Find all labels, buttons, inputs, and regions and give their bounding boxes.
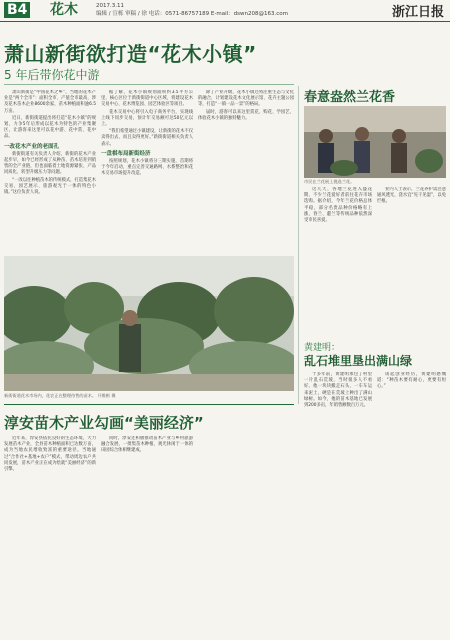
story2-photo — [304, 106, 446, 178]
section-subheading: 一改花木产业的老面孔 — [4, 143, 60, 150]
section-subheading: 一盘棋布局新街经济 — [101, 150, 151, 157]
story4-column-1 — [4, 436, 96, 634]
paragraph: 业内人士表示，兰花养护需注意通风透光，浇水宜“见干见湿”，以免烂根。 — [377, 187, 446, 205]
paragraph: 届时，游客可以来这里赏花、购花、学园艺，体验花木小镇的独特魅力。 — [198, 109, 294, 121]
paragraph: 按照规划，花木小镇将分三期实施，首期将于今年启动，重点完善交通路网、水系整治和花木交易市场提升改造。 — [101, 159, 193, 177]
paragraph: 近日，新街街道提出将打造“花木小镇”的规划，力争5年后形成以花木为特色的产业集聚区，让游客来这里可以花中游、花中赏、花中品。 — [4, 115, 96, 140]
story3-column-1 — [304, 372, 372, 634]
story2-column-2 — [377, 187, 446, 337]
lead-photo — [4, 256, 294, 391]
story2-headline: 春意盎然兰花香 — [304, 90, 396, 105]
paragraph: 除了产业升级，花木小镇还将注重生态与文化的融合，计划建设花木文化展示馆、花卉主题公园等，打造“一镇一品一景”的格局。 — [198, 90, 294, 108]
divider — [4, 84, 294, 85]
story4-column-3 — [198, 436, 294, 634]
paragraph: 近年来，淳安县依托良好的生态环境，大力发展苗木产业，全县苗木种植面积已达数万亩，成为当地农民增收致富的重要途径。当地通过“合作社+基地+农户”模式，带动周边农户共同发展，苗木产业正在成为绘就“美丽经济”的新引擎。 — [4, 436, 96, 473]
lead-column-1 — [4, 90, 96, 252]
lead-headline: 萧山新街欲打造“花木小镇” — [4, 42, 257, 66]
column-divider — [298, 86, 299, 404]
section-divider — [4, 404, 294, 405]
page-number: B4 — [4, 2, 30, 18]
section-name: 花木 — [50, 2, 78, 18]
newspaper-brand: 浙江日报 — [391, 5, 444, 20]
paragraph: 新街街道有关负责人介绍，新街的花木产业起步早，如今已经形成了从种苗、苗木培育到销售的全产业链，但也面临着土地资源紧张、产品同质化、转型升级压力等问题。 — [4, 151, 96, 176]
story2-photo-caption: 市民在兰花展上挑选兰花。 — [304, 179, 355, 184]
story3-headline: 乱石堆里垦出满山绿 — [304, 354, 413, 368]
lead-column-3 — [198, 90, 294, 252]
story3-column-2 — [377, 372, 446, 634]
paragraph: 这几天，各地兰花进入盛花期，不少兰花爱好者前往花卉市场选购。据介绍，今年兰花价格总体平稳，部分名贵品种价格略有上涨，春兰、蕙兰等传统品种依然深受市民喜爱。 — [304, 187, 372, 224]
nursery-photo-illustration — [4, 256, 294, 391]
paragraph: 谈起创业经历，黄建明感慨道：“种苗木要有耐心，更要有恒心。” — [377, 372, 446, 390]
story4-headline: 淳安苗木产业勾画“美丽经济” — [4, 414, 204, 432]
paragraph: 萧山新街是“中国花木之乡”，当地的花木产业是“两个全市”：面积全市、产值全市最高，涉及花木苗木企业8600余家，苗木种植面积逾6.5万亩。 — [4, 90, 96, 114]
lead-photo-caption: 新街街道花木市场内，花农正在整理待售的苗木。 开维彬 摄 — [4, 393, 116, 398]
paragraph: 花木交易中心将引入电子商务平台，实现线上线下同步交易，预计年交易额可达50亿元以上。 — [101, 109, 193, 128]
paragraph: 十多年前，黄建明承包了村里一片乱石荒坡，当时很多人不看好。他一块块搬走石头，一车车运来泥土，硬是在荒坡上种出了满山绿树。如今，他的苗木基地已发展到200多亩，年销售额数百万元。 — [304, 372, 372, 409]
masthead-meta — [96, 2, 288, 18]
story2-column-1 — [304, 187, 372, 337]
masthead — [0, 0, 450, 22]
orchid-market-illustration — [304, 106, 446, 178]
issue-date: 2017.3.11 — [96, 3, 124, 9]
lead-column-2 — [101, 90, 193, 252]
story3-kicker: 黄建明： — [304, 343, 341, 353]
paragraph: “一改以往种植苗木的传统模式，打造集花木交易、园艺展示、旅游观光于一体的特色小镇。”这位负责人说。 — [4, 177, 96, 196]
story4-column-2 — [101, 436, 193, 634]
lead-subheadline: 5 年后带你花中游 — [4, 68, 100, 82]
paragraph: 据了解，花木小镇规划面积约3.5平方公里，核心区位于新街街道中心区域，将建设花木交易中心、花木博览园、园艺体验区等项目。 — [101, 90, 193, 108]
paragraph: 同时，淳安还积极推动苗木产业与乡村旅游融合发展，一批集苗木种植、观光休闲于一体的田园综合体相继建成。 — [101, 436, 193, 454]
paragraph: “我们希望通过小镇建设，让新街的花木不仅卖得出去，而且卖得更好。”新街街道相关负责人表示。 — [101, 129, 193, 147]
editor-line: 编辑 / 宣栎 审稿 / 徐 电话：0571-86757189 E-mail：dswn208@163.com — [96, 11, 288, 17]
